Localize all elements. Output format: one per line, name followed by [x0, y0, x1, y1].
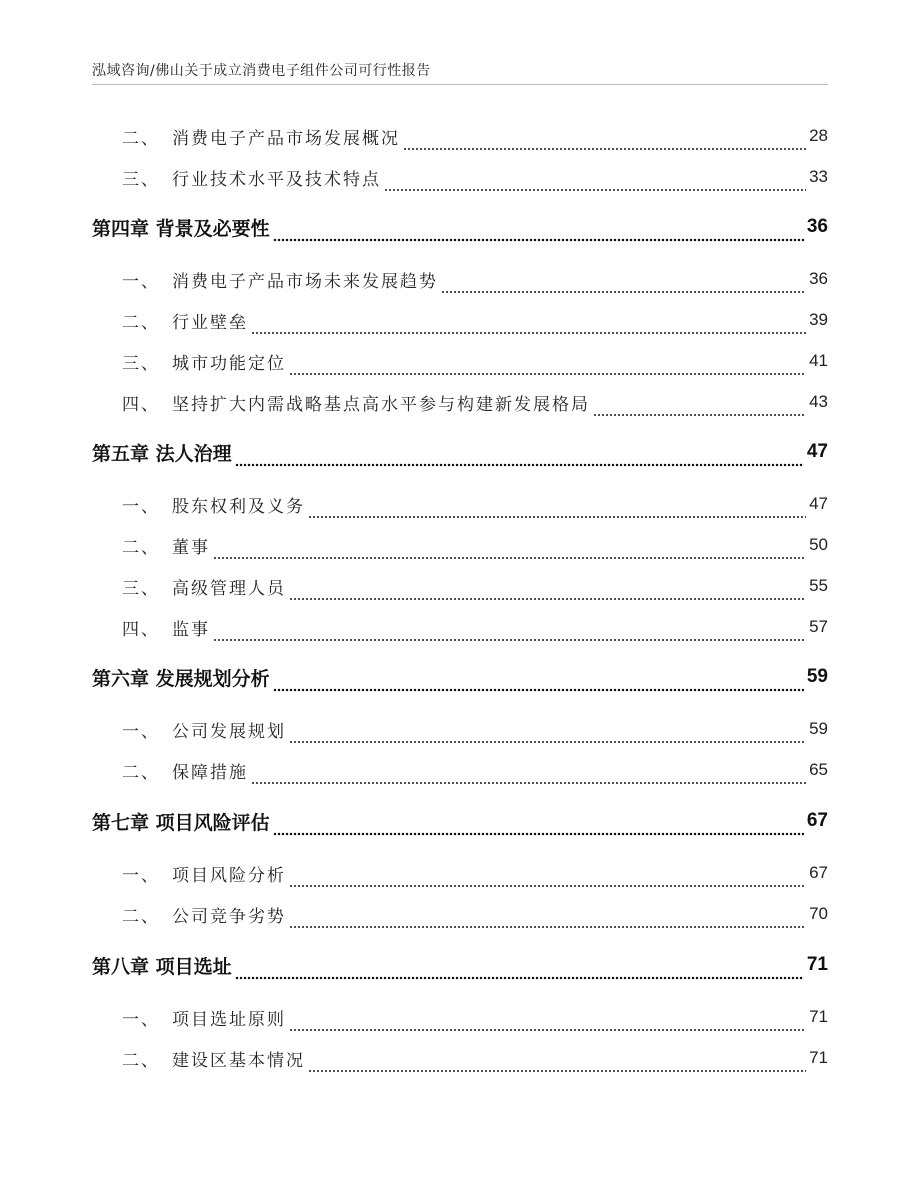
toc-entry-label	[92, 902, 286, 927]
toc-entry-section[interactable]	[92, 714, 828, 744]
toc-entry-page: 47	[809, 494, 828, 513]
toc-entry-section[interactable]	[92, 899, 828, 929]
toc-entry-title: 坚持扩大内需战略基点高水平参与构建新发展格局	[172, 394, 590, 415]
toc-entry-chapter[interactable]	[92, 950, 828, 980]
toc-entry-number: 一、	[122, 496, 160, 517]
dot-leader	[251, 777, 806, 785]
toc-entry-number: 三、	[122, 578, 160, 599]
running-header: 泓域咨询/佛山关于成立消费电子组件公司可行性报告	[92, 63, 431, 79]
toc-entry-page: 71	[809, 1007, 828, 1026]
toc-entry-label	[92, 533, 210, 558]
toc-entry-page: 50	[809, 535, 828, 554]
dot-leader	[289, 736, 806, 744]
toc-entry-section[interactable]	[92, 858, 828, 888]
toc-entry-chapter[interactable]	[92, 662, 828, 692]
toc-entry-number: 二、	[122, 537, 160, 558]
toc-entry-page: 65	[809, 760, 828, 779]
dot-leader	[235, 972, 804, 980]
toc-entry-number: 二、	[122, 1050, 160, 1071]
toc-entry-page: 47	[806, 441, 828, 462]
toc-entry-title: 第八章 项目选址	[92, 955, 232, 978]
toc-entry-title: 监事	[172, 619, 210, 640]
toc-entry-page: 59	[809, 719, 828, 738]
toc-entry-title: 第四章 背景及必要性	[92, 217, 270, 240]
toc-entry-title: 高级管理人员	[172, 578, 286, 599]
toc-entry-section[interactable]	[92, 387, 828, 417]
toc-entry-title: 公司竞争劣势	[172, 906, 286, 927]
toc-entry-label	[92, 758, 248, 783]
toc-entry-section[interactable]	[92, 264, 828, 294]
toc-entry-number: 二、	[122, 128, 160, 149]
toc-entry-number: 三、	[122, 169, 160, 190]
header-rule	[92, 84, 828, 85]
toc-entry-title: 第六章 发展规划分析	[92, 667, 270, 690]
toc-entry-section[interactable]	[92, 755, 828, 785]
toc-entry-title: 消费电子产品市场未来发展趋势	[172, 271, 438, 292]
toc-entry-number: 二、	[122, 762, 160, 783]
toc-entry-chapter[interactable]	[92, 437, 828, 467]
toc-entry-label	[92, 1046, 305, 1071]
dot-leader	[273, 828, 804, 836]
toc-entry-section[interactable]	[92, 530, 828, 560]
toc-entry-page: 59	[806, 666, 828, 687]
toc-entry-section[interactable]	[92, 305, 828, 335]
toc-entry-label	[92, 390, 590, 415]
toc-entry-page: 33	[809, 167, 828, 186]
toc-entry-section[interactable]	[92, 121, 828, 151]
toc-entry-number: 三、	[122, 353, 160, 374]
toc-entry-number: 一、	[122, 865, 160, 886]
toc-entry-title: 第五章 法人治理	[92, 442, 232, 465]
toc-entry-label	[92, 308, 248, 333]
dot-leader	[289, 880, 806, 888]
toc-entry-title: 项目选址原则	[172, 1009, 286, 1030]
toc-entry-page: 39	[809, 310, 828, 329]
toc-entry-section[interactable]	[92, 612, 828, 642]
toc-entry-number: 一、	[122, 721, 160, 742]
toc-entry-title: 项目风险分析	[172, 865, 286, 886]
dot-leader	[308, 511, 806, 519]
toc-entry-section[interactable]	[92, 1002, 828, 1032]
toc-entry-label	[92, 492, 305, 517]
dot-leader	[384, 184, 806, 192]
toc-entry-label	[92, 165, 381, 190]
dot-leader	[289, 1024, 806, 1032]
dot-leader	[273, 234, 804, 242]
dot-leader	[308, 1065, 806, 1073]
toc-entry-page: 36	[809, 269, 828, 288]
toc-entry-title: 消费电子产品市场发展概况	[172, 128, 400, 149]
toc-entry-title: 第七章 项目风险评估	[92, 811, 270, 834]
dot-leader	[213, 552, 806, 560]
toc-entry-title: 保障措施	[172, 762, 248, 783]
toc-entry-title: 董事	[172, 537, 210, 558]
dot-leader	[403, 143, 806, 151]
toc-entry-chapter[interactable]	[92, 806, 828, 836]
toc-entry-label	[92, 267, 438, 292]
toc-entry-number: 一、	[122, 271, 160, 292]
toc-entry-label	[92, 615, 210, 640]
toc-entry-label	[92, 349, 286, 374]
toc-entry-label	[92, 574, 286, 599]
toc-entry-title: 行业技术水平及技术特点	[172, 169, 381, 190]
toc-entry-page: 67	[806, 810, 828, 831]
toc-entry-number: 一、	[122, 1009, 160, 1030]
dot-leader	[593, 409, 806, 417]
toc-entry-chapter[interactable]	[92, 212, 828, 242]
toc-entry-page: 71	[809, 1048, 828, 1067]
toc-entry-page: 28	[809, 126, 828, 145]
toc-entry-page: 43	[809, 392, 828, 411]
toc-entry-section[interactable]	[92, 1043, 828, 1073]
toc-entry-number: 四、	[122, 619, 160, 640]
dot-leader	[213, 634, 806, 642]
dot-leader	[289, 593, 806, 601]
dot-leader	[273, 684, 804, 692]
toc-entry-page: 36	[806, 216, 828, 237]
toc-entry-page: 71	[806, 954, 828, 975]
toc-entry-section[interactable]	[92, 346, 828, 376]
toc-entry-label	[92, 1005, 286, 1030]
toc-entry-section[interactable]	[92, 162, 828, 192]
toc-entry-page: 70	[809, 904, 828, 923]
dot-leader	[251, 327, 806, 335]
toc-entry-label	[92, 861, 286, 886]
toc-entry-section[interactable]	[92, 571, 828, 601]
toc-entry-section[interactable]	[92, 489, 828, 519]
toc-entry-label	[92, 124, 400, 149]
toc-entry-page: 55	[809, 576, 828, 595]
toc-entry-title: 城市功能定位	[172, 353, 286, 374]
dot-leader	[441, 286, 806, 294]
toc-entry-page: 67	[809, 863, 828, 882]
dot-leader	[289, 368, 806, 376]
toc-entry-page: 57	[809, 617, 828, 636]
toc-entry-label	[92, 717, 286, 742]
toc-entry-title: 股东权利及义务	[172, 496, 305, 517]
dot-leader	[235, 459, 804, 467]
toc-entry-title: 建设区基本情况	[172, 1050, 305, 1071]
toc-entry-title: 行业壁垒	[172, 312, 248, 333]
toc-entry-number: 四、	[122, 394, 160, 415]
dot-leader	[289, 921, 806, 929]
toc-entry-page: 41	[809, 351, 828, 370]
toc-entry-title: 公司发展规划	[172, 721, 286, 742]
toc-entry-number: 二、	[122, 906, 160, 927]
toc-entry-number: 二、	[122, 312, 160, 333]
